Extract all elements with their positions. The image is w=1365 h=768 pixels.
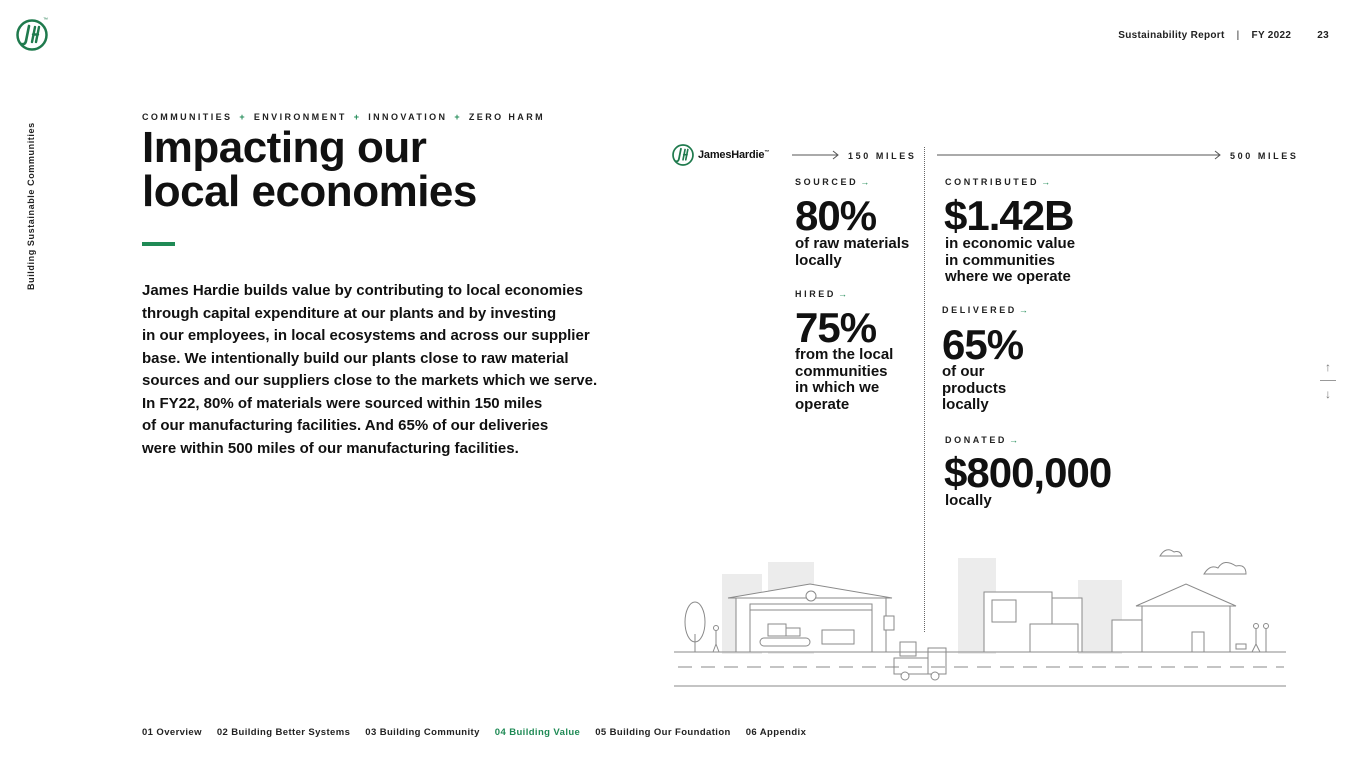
desc-line: in communities: [945, 251, 1056, 269]
arrow-right-icon: →: [1018, 305, 1028, 315]
label-text: CONTRIBUTED: [945, 177, 1040, 187]
eyebrow-plus: +: [454, 112, 462, 122]
distance-150-miles: 150 MILES: [848, 151, 917, 161]
section-side-label: Building Sustainable Communities: [26, 122, 36, 290]
factory-building-icon: [728, 584, 894, 652]
desc-line: locally: [795, 251, 842, 269]
page-nav: [1318, 360, 1338, 401]
desc-line: products: [942, 379, 1007, 397]
arrow-right-icon: →: [838, 289, 848, 299]
page-header: [1118, 30, 1329, 41]
footer-nav-building-better-systems[interactable]: 02 Building Better Systems: [216, 727, 351, 738]
house-icon: [1112, 584, 1236, 652]
stat-contributed-value: $1.42B: [944, 192, 1074, 239]
stat-donated-value: $800,000: [944, 449, 1112, 496]
town-illustration: [672, 540, 1288, 690]
brand-wordmark-tm: ™: [764, 149, 770, 156]
arrow-right-icon: →: [860, 177, 870, 187]
desc-line: of raw materials: [795, 235, 910, 252]
near-distance-arrow: [792, 151, 838, 159]
logo-trademark: ™: [43, 17, 48, 23]
stat-hired-desc: [795, 347, 893, 413]
eyebrow-plus: +: [239, 112, 247, 122]
section-footer-nav: [142, 727, 806, 738]
stat-sourced-value: 80%: [795, 192, 877, 239]
infographic-brand: [672, 144, 769, 166]
stat-sourced-label: [795, 177, 869, 187]
office-building-icon: [984, 592, 1082, 652]
paragraph-line: were within 500 miles of our manufacturing facilities.: [142, 439, 519, 457]
james-hardie-mark-icon: [672, 144, 694, 166]
paragraph-line: of our manufacturing facilities. And 65% of our deliveries: [142, 417, 549, 434]
desc-line: of our: [942, 363, 985, 380]
stat-donated-label: [945, 435, 1018, 445]
report-year: FY 2022: [1251, 30, 1292, 41]
footer-nav-appendix[interactable]: 06 Appendix: [745, 727, 807, 738]
brand-wordmark: [698, 149, 769, 161]
desc-line: from the local: [795, 346, 894, 363]
desc-line: in which we: [795, 379, 880, 396]
paragraph-line: James Hardie builds value by contributing to local economies: [142, 282, 583, 299]
eyebrow-topics: [142, 112, 545, 122]
eyebrow-topic: ENVIRONMENT: [253, 112, 347, 122]
intro-paragraph: [142, 280, 612, 460]
stat-hired-label: [795, 289, 847, 299]
delivery-truck-icon: [894, 642, 946, 680]
desc-line: where we operate: [945, 268, 1071, 285]
paragraph-line: in our employees, in local ecosystems and across our supplier: [142, 327, 590, 344]
label-text: DONATED: [945, 435, 1008, 445]
paragraph-line: sources and our suppliers close to the markets which we serve.: [142, 372, 598, 389]
desc-line: operate: [795, 395, 850, 413]
label-text: HIRED: [795, 289, 837, 299]
far-distance-arrow: [937, 151, 1220, 159]
people-with-dog-icon: [1236, 624, 1269, 653]
stat-delivered-desc: [942, 364, 1006, 414]
distance-500-miles: 500 MILES: [1230, 151, 1299, 161]
footer-nav-overview[interactable]: 01 Overview: [142, 727, 202, 738]
eyebrow-topic: ZERO HARM: [468, 112, 545, 122]
arrow-up-icon[interactable]: ↑: [1325, 360, 1331, 374]
stat-contributed-desc: [945, 236, 1075, 286]
desc-line: locally: [945, 492, 992, 509]
title-line-1: Impacting our: [142, 123, 427, 172]
eyebrow-topic: COMMUNITIES: [142, 112, 233, 122]
stat-contributed-label: [945, 177, 1050, 187]
eyebrow-plus: +: [353, 112, 362, 122]
footer-nav-building-value[interactable]: 04 Building Value: [494, 727, 581, 738]
label-text: SOURCED: [795, 177, 859, 187]
stat-sourced-desc: [795, 236, 909, 269]
arrow-right-icon: →: [1009, 435, 1019, 445]
paragraph-line: through capital expenditure at our plants and by investing: [142, 304, 557, 322]
stat-donated-desc: [945, 493, 992, 510]
tree-icon: [685, 602, 705, 652]
desc-line: in economic value: [945, 235, 1076, 252]
report-title: Sustainability Report: [1118, 30, 1225, 41]
desc-line: locally: [942, 396, 989, 413]
nav-divider: [1320, 380, 1336, 381]
james-hardie-logo-icon[interactable]: [16, 19, 48, 51]
footer-nav-building-community[interactable]: 03 Building Community: [365, 727, 480, 738]
accent-rule: [142, 242, 175, 246]
title-line-2: local economies: [142, 167, 477, 216]
header-divider: |: [1236, 30, 1240, 41]
stat-delivered-label: [942, 305, 1028, 315]
stat-delivered-value: 65%: [942, 321, 1024, 368]
footer-nav-building-our-foundation[interactable]: 05 Building Our Foundation: [595, 727, 731, 738]
page-number: 23: [1317, 30, 1329, 41]
paragraph-line: In FY22, 80% of materials were sourced within 150 miles: [142, 394, 543, 412]
desc-line: communities: [795, 362, 888, 380]
page-title: [142, 123, 477, 216]
person-icon: [713, 626, 719, 653]
label-text: DELIVERED: [942, 305, 1017, 315]
stat-hired-value: 75%: [795, 304, 877, 351]
arrow-down-icon[interactable]: ↓: [1325, 387, 1331, 401]
paragraph-line: base. We intentionally build our plants close to raw material: [142, 349, 569, 367]
arrow-right-icon: →: [1041, 177, 1051, 187]
eyebrow-topic: INNOVATION: [368, 112, 448, 122]
brand-wordmark-text: JamesHardie: [698, 149, 765, 161]
clouds-icon: [1160, 550, 1246, 574]
